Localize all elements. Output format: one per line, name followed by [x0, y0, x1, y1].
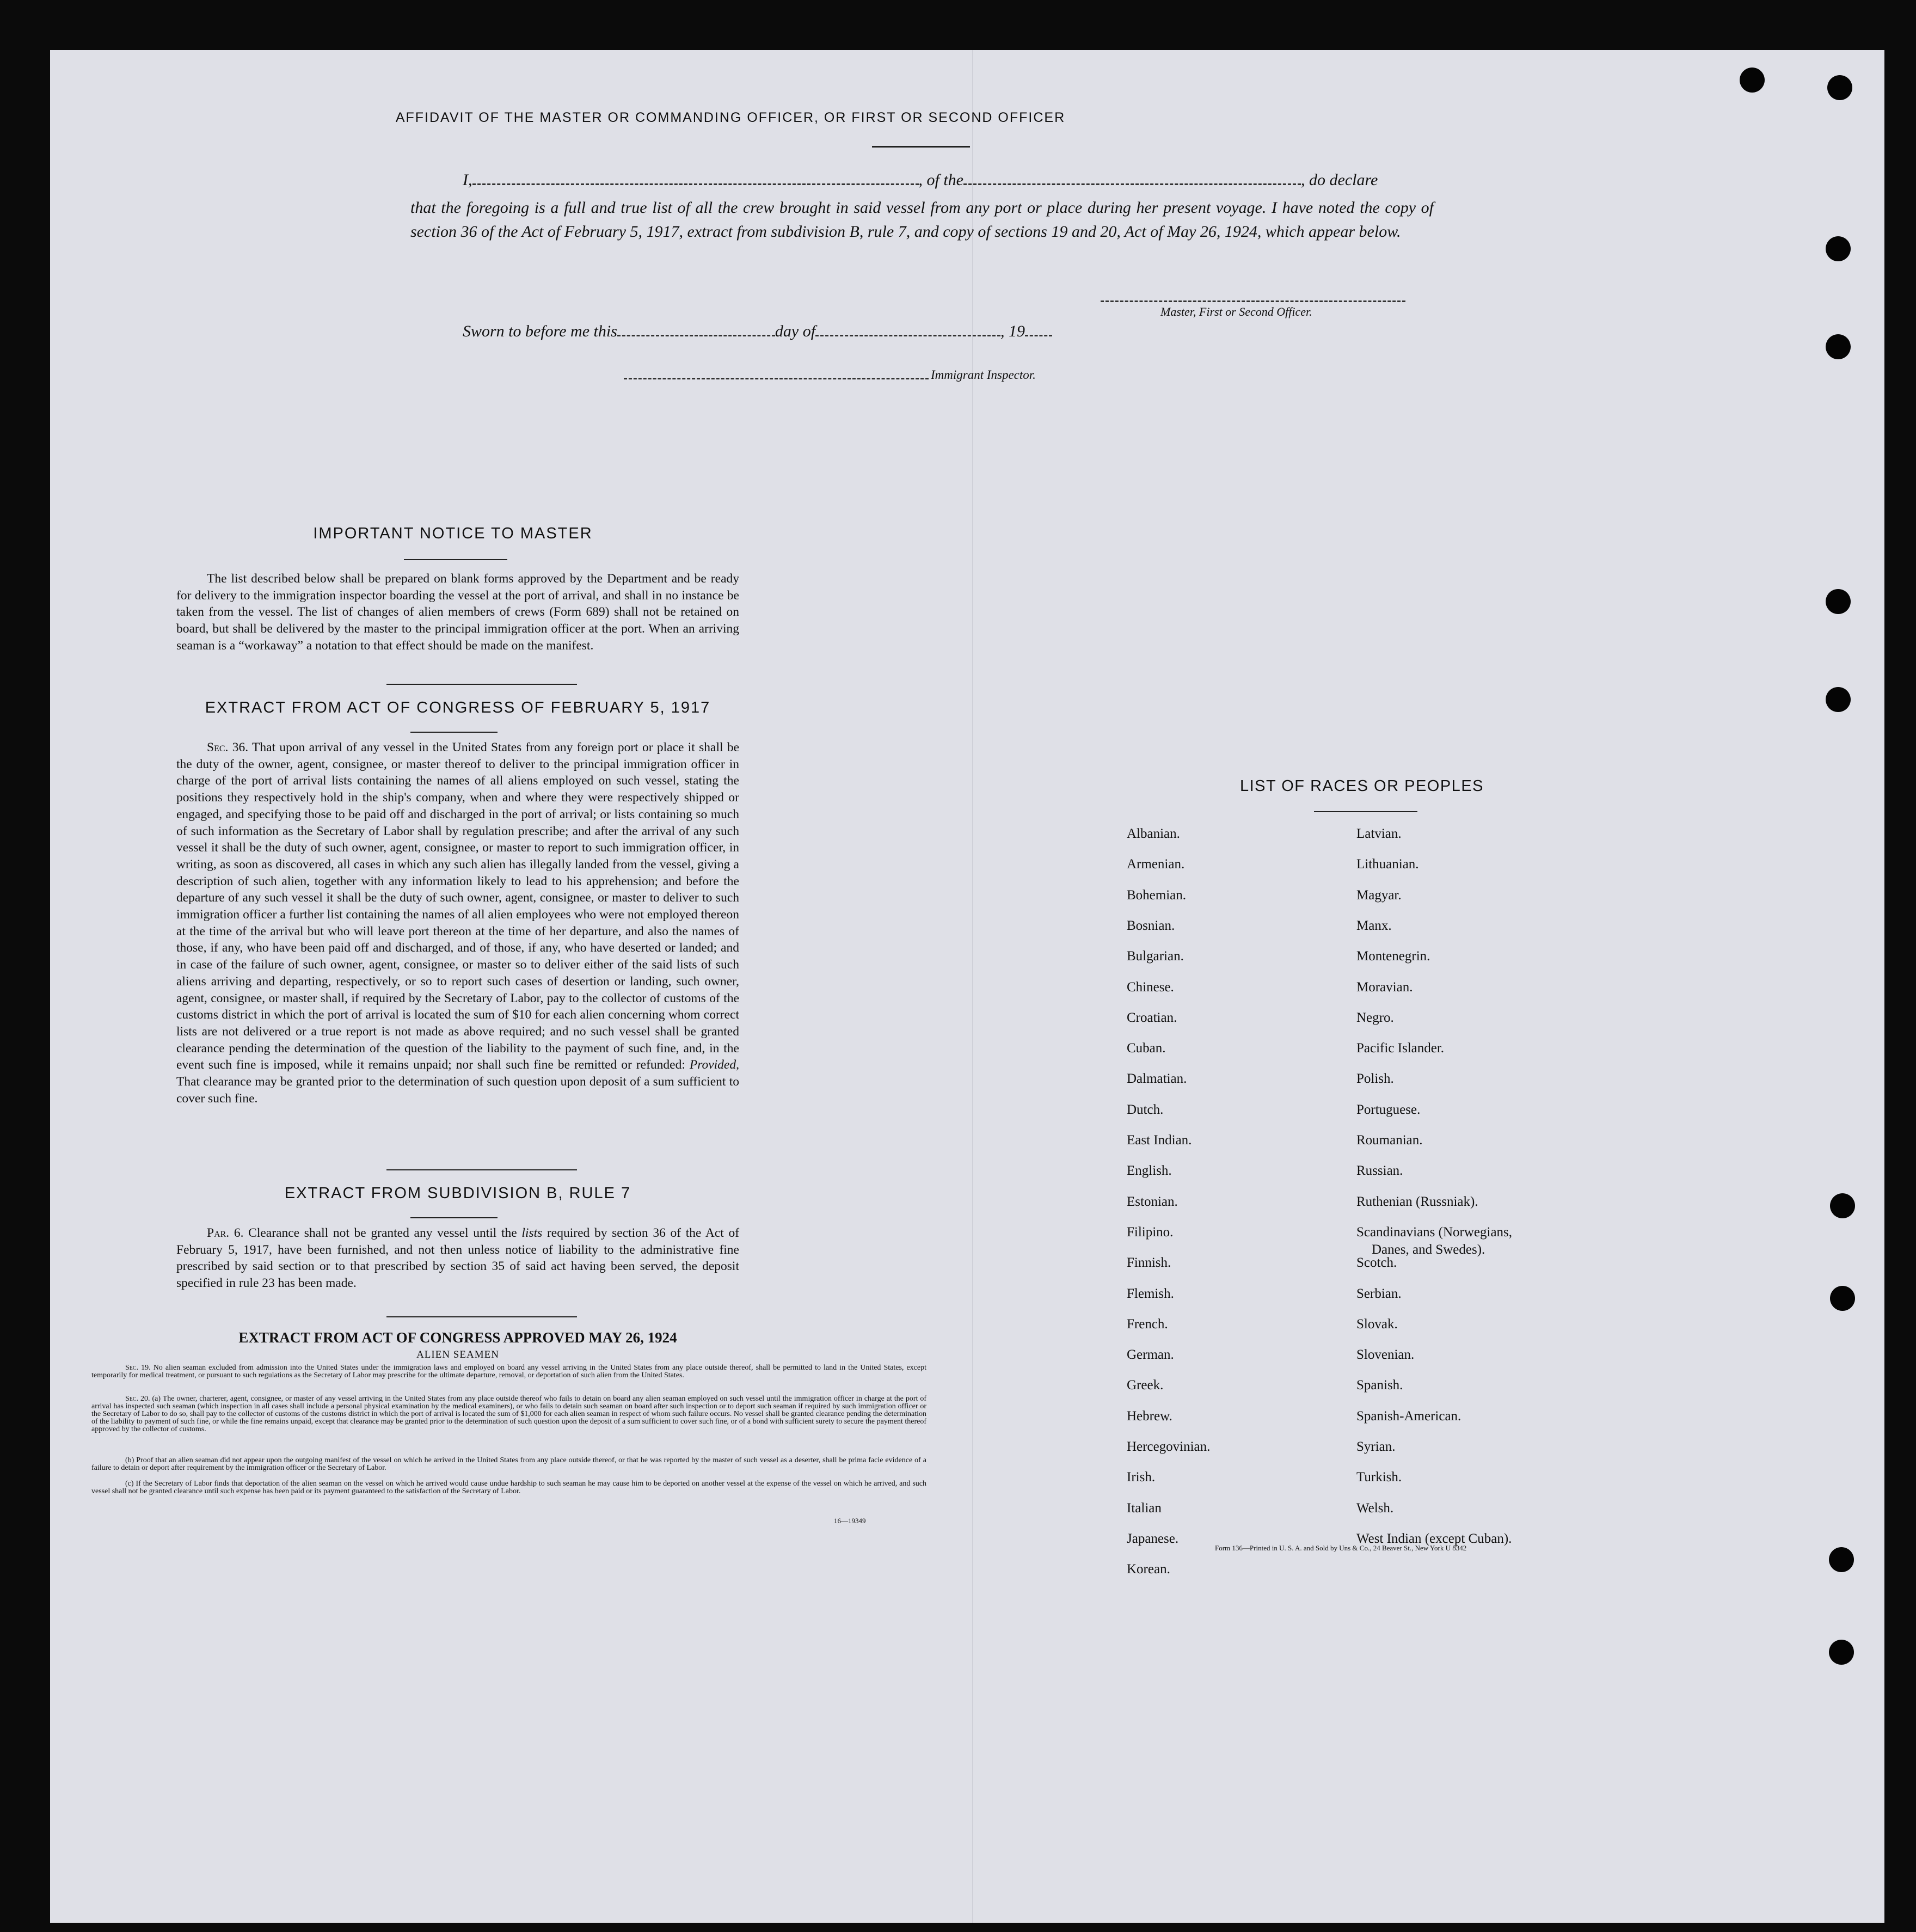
race-item: Dutch. [1127, 1102, 1164, 1117]
race-item: Negro. [1356, 1010, 1394, 1025]
act1917-rule [410, 732, 498, 733]
act1924-sec20c: (c) If the Secretary of Labor finds that deportation of the alien seaman on the vessel on which he arrived would cause undue hardship to such seaman he may cause him to be deported on another vessel at the expense of the vessel on which he arrived, and such vessel shall not be granted clearance until such expense has been paid or its payment guaranteed to the satisfaction of the Secretary of Labor. [91, 1480, 926, 1496]
sworn-line [463, 322, 1052, 341]
punch-hole [1826, 589, 1851, 614]
title-rule [872, 146, 970, 148]
sec36-text: That upon arrival of any vessel in the United States from any foreign port or place it shall be the duty of the owner, agent, consignee, or master thereof to deliver to the principal immigration officer in charge of the port of arrival lists containing the names of all aliens employed on such vessel, stating the positions they respectively hold in the ship's company, when and where they were respectively shipped or engaged, and specifying those to be paid off and discharged in the port of arrival; or lists containing so much of such information as the Secretary of Labor shall by regulation prescribe; and after the arrival of any such vessel it shall be the duty of such owner, agent, consignee, or master to report to such immigration officer, in writing, as soon as discovered, all cases in which any such alien has illegally landed from the vessel, giving a description of such alien, together with any information likely to lead to his apprehension; and before the departure of any such vessel it shall be the duty of such owner, agent, consignee, or master to deliver to such immigration officer a further list containing the names of all alien employees who were not employed thereon at the time of the arrival but who will leave port thereon at the time of her departure, and also the names of those, if any, who have been paid off and discharged, and of those, if any, who have deserted or landed; and in case of the failure of such owner, agent, consignee, or master so to deliver either of the said lists of such aliens arriving and departing, respectively, or so to report such cases of desertion or landing, such owner, agent, consignee, or master shall, if required by the Secretary of Labor, pay to the collector of customs of the customs district in which the port of arrival is located the sum of $10 for each alien concerning whom correct lists are not delivered or a true report is not made as above required; and no such vessel shall be granted clearance pending the determination of the question of the liability to the payment of such fine, and, in the event such fine is imposed, while it remains unpaid; nor shall such fine be remitted or refunded: [176, 740, 740, 1072]
section-divider [386, 1169, 577, 1170]
race-item: Lithuanian. [1356, 857, 1419, 872]
sec36-label: Sec. 36. [207, 740, 249, 755]
lists-label: lists [521, 1226, 543, 1240]
punch-hole [1826, 236, 1851, 261]
day-of-label: day of [775, 322, 816, 340]
race-item: Scandinavians (Norwegians, [1356, 1224, 1513, 1240]
sec20-label: Sec. 20. [125, 1395, 150, 1403]
inspector-signature-line[interactable] [624, 366, 929, 379]
race-item: Pacific Islander. [1356, 1041, 1445, 1056]
punch-hole [1826, 687, 1851, 712]
punch-hole [1826, 334, 1851, 359]
races-title: LIST OF RACES OR PEOPLES [1239, 777, 1484, 795]
race-item: Montenegrin. [1356, 949, 1430, 964]
act1924-subtitle: ALIEN SEAMEN [416, 1349, 499, 1360]
race-item: Irish. [1127, 1470, 1156, 1485]
provided-label: Provided, [689, 1058, 739, 1072]
race-item: Manx. [1356, 918, 1392, 933]
race-item: English. [1127, 1163, 1172, 1179]
race-item: Polish. [1356, 1071, 1394, 1087]
race-item: Portuguese. [1356, 1102, 1421, 1117]
race-item: Slovak. [1356, 1316, 1398, 1332]
sec20a-text: (a) The owner, charterer, agent, consignee, or master of any vessel arriving in the United States from any place outside thereof who fails to detain on board any alien seaman employed on such vessel until the immigration officer in charge at the port of arrival has inspected such seaman (which inspection in all cases shall include a personal physical examination by the medical examiners), or who fails to detain such seaman on board after such inspection or to deport such seaman if required by such immigration officer or the Secretary of Labor to do so, shall pay to the collector of customs of the customs district in which the port of arrival is located the sum of $1,000 for each alien seaman in respect of whom such failure occurs. No vessel shall be granted clearance pending the determination of the liability to payment of such fine, or while the fine remains unpaid, except that clearance may be granted prior to the determination of such question upon the deposit of a sum sufficient to cover such fine, or of a bond with sufficient surety to secure the payment thereof approved by the collector of customs. [91, 1395, 926, 1434]
do-declare-label: , do declare [1301, 171, 1378, 189]
affidavit-body: that the foregoing is a full and true list of all the crew brought in said vessel from any port or place during her present voyage. I have noted the copy of section 36 of the Act of February 5, 1917, extract from subdivision B, rule 7, and copy of sections 19 and 20, Act of May 26, 1924, which appear below. [410, 199, 1434, 241]
punch-hole [1830, 1286, 1855, 1311]
race-item: Hebrew. [1127, 1408, 1172, 1424]
race-item: Russian. [1356, 1163, 1403, 1179]
punch-hole [1830, 1193, 1855, 1218]
race-item: Slovenian. [1356, 1347, 1415, 1363]
vessel-blank[interactable] [963, 171, 1301, 185]
year-label: , 19 [1000, 322, 1025, 340]
act1924-sec20a [91, 1395, 926, 1433]
par6-label: Par. 6. [207, 1226, 244, 1240]
inspector-label: Immigrant Inspector. [931, 368, 1036, 382]
race-item: Bulgarian. [1127, 949, 1184, 964]
race-item: Moravian. [1356, 979, 1413, 995]
punch-hole [1827, 75, 1852, 100]
affidavit-title: AFFIDAVIT OF THE MASTER OR COMMANDING OFFICER, OR FIRST OR SECOND OFFICER [395, 110, 1066, 125]
race-item: Scotch. [1356, 1255, 1397, 1271]
act1917-title: EXTRACT FROM ACT OF CONGRESS OF FEBRUARY 5, 1917 [205, 699, 711, 716]
sworn-label: Sworn to before me this [463, 322, 617, 340]
sec19-text: No alien seaman excluded from admission into the United States under the immigration laws and employed on board any vessel arriving in the United States from any place outside thereof, shall be permitted to land in the United States, except temporarily for medical treatment, or pursuant to such regulations as the Secretary of Labor may prescribe for the ultimate departure, removal, or deportation of such alien from the United States. [91, 1364, 926, 1380]
race-item: Welsh. [1356, 1500, 1394, 1516]
race-item: East Indian. [1127, 1133, 1192, 1148]
race-item: Albanian. [1127, 826, 1180, 841]
i-label: I, [463, 171, 472, 189]
punch-hole [1829, 1547, 1854, 1572]
affidavit-declaration-line [463, 171, 1486, 189]
race-item: Danes, and Swedes). [1372, 1242, 1485, 1257]
day-blank[interactable] [617, 323, 775, 336]
master-signature-line[interactable] [1101, 289, 1405, 302]
rule7-title: EXTRACT FROM SUBDIVISION B, RULE 7 [284, 1185, 631, 1202]
print-code: 16—19349 [834, 1517, 866, 1525]
race-item: Bosnian. [1127, 918, 1175, 933]
race-item: Bohemian. [1127, 887, 1187, 903]
race-item: West Indian (except Cuban). [1356, 1531, 1512, 1546]
race-item: Chinese. [1127, 979, 1174, 995]
year-blank[interactable] [1025, 323, 1052, 336]
rule7-text-a: Clearance shall not be granted any vessel until the [248, 1226, 517, 1240]
act1924-sec20b: (b) Proof that an alien seaman did not appear upon the outgoing manifest of the vessel on which he arrived in the United States from any place outside thereof, or that he was reported by the master of such vessel as a deserter, shall be prima facie evidence of a failure to detain or deport after requirement by the immigration officer or the Secretary of Labor. [91, 1456, 926, 1473]
races-rule [1314, 811, 1417, 812]
race-item: Croatian. [1127, 1010, 1177, 1025]
race-item: Latvian. [1356, 826, 1402, 841]
of-the-label: , of the [918, 171, 963, 189]
act1917-body [176, 739, 739, 1107]
race-item: Filipino. [1127, 1224, 1174, 1240]
race-item: Greek. [1127, 1378, 1164, 1393]
race-item: Flemish. [1127, 1286, 1174, 1301]
rule7-rule [410, 1217, 498, 1218]
race-item: Spanish. [1356, 1378, 1403, 1393]
race-item: Spanish-American. [1356, 1408, 1461, 1424]
master-signature-label: Master, First or Second Officer. [1160, 305, 1312, 318]
punch-hole [1740, 68, 1765, 93]
race-item: Magyar. [1356, 887, 1402, 903]
race-item: Estonian. [1127, 1194, 1178, 1209]
race-item: French. [1127, 1316, 1168, 1332]
race-item: Turkish. [1356, 1470, 1402, 1485]
act1924-title: EXTRACT FROM ACT OF CONGRESS APPROVED MAY 26, 1924 [238, 1329, 677, 1346]
race-item: German. [1127, 1347, 1174, 1363]
sec36-text-end: That clearance may be granted prior to the determination of such question upon deposit of a sum sufficient to cover such fine. [176, 1075, 739, 1106]
rule7-text-b: required by section 36 of the Act of February 5, 1917, have been furnished, and not then unless notice of liability to the administrative fine prescribed by said section or to that prescribed by section 35 of said act having been served, the deposit specified in rule 23 has been made. [176, 1226, 740, 1291]
notice-body [176, 571, 739, 654]
race-item: Italian [1127, 1500, 1162, 1516]
notice-rule [404, 559, 507, 560]
race-item: Syrian. [1356, 1439, 1396, 1454]
race-item: Cuban. [1127, 1041, 1166, 1056]
race-item: Finnish. [1127, 1255, 1171, 1271]
form-imprint: Form 136—Printed in U. S. A. and Sold by Uns & Co., 24 Beaver St., New York U 8342 [1215, 1544, 1467, 1552]
section-divider [386, 684, 577, 685]
rule7-body [176, 1225, 739, 1292]
sec19-label: Sec. 19. [125, 1364, 151, 1372]
race-item: Armenian. [1127, 857, 1185, 872]
month-blank[interactable] [815, 323, 1000, 336]
name-blank[interactable] [472, 171, 919, 185]
race-item: Japanese. [1127, 1531, 1179, 1546]
race-item: Hercegovinian. [1127, 1439, 1211, 1454]
notice-title: IMPORTANT NOTICE TO MASTER [313, 525, 593, 542]
race-item: Roumanian. [1356, 1133, 1423, 1148]
race-item: Dalmatian. [1127, 1071, 1187, 1087]
punch-hole [1829, 1640, 1854, 1665]
notice-text: The list described below shall be prepared on blank forms approved by the Department and be ready for delivery to the immigration inspector boarding the vessel at the port of arrival, and shall in no instance be taken from the vessel. The list of changes of alien members of crews (Form 689) shall not be retained on board, but shall be delivered by the master to the principal immigration officer at the port. When an arriving seaman is a “workaway” a notation to that effect should be made on the manifest. [176, 572, 739, 653]
section-divider [386, 1316, 577, 1317]
race-item: Ruthenian (Russniak). [1356, 1194, 1478, 1209]
race-item: Serbian. [1356, 1286, 1402, 1301]
document-sheet [50, 50, 1884, 1923]
act1924-sec19 [91, 1364, 926, 1379]
race-item: Korean. [1127, 1562, 1170, 1577]
